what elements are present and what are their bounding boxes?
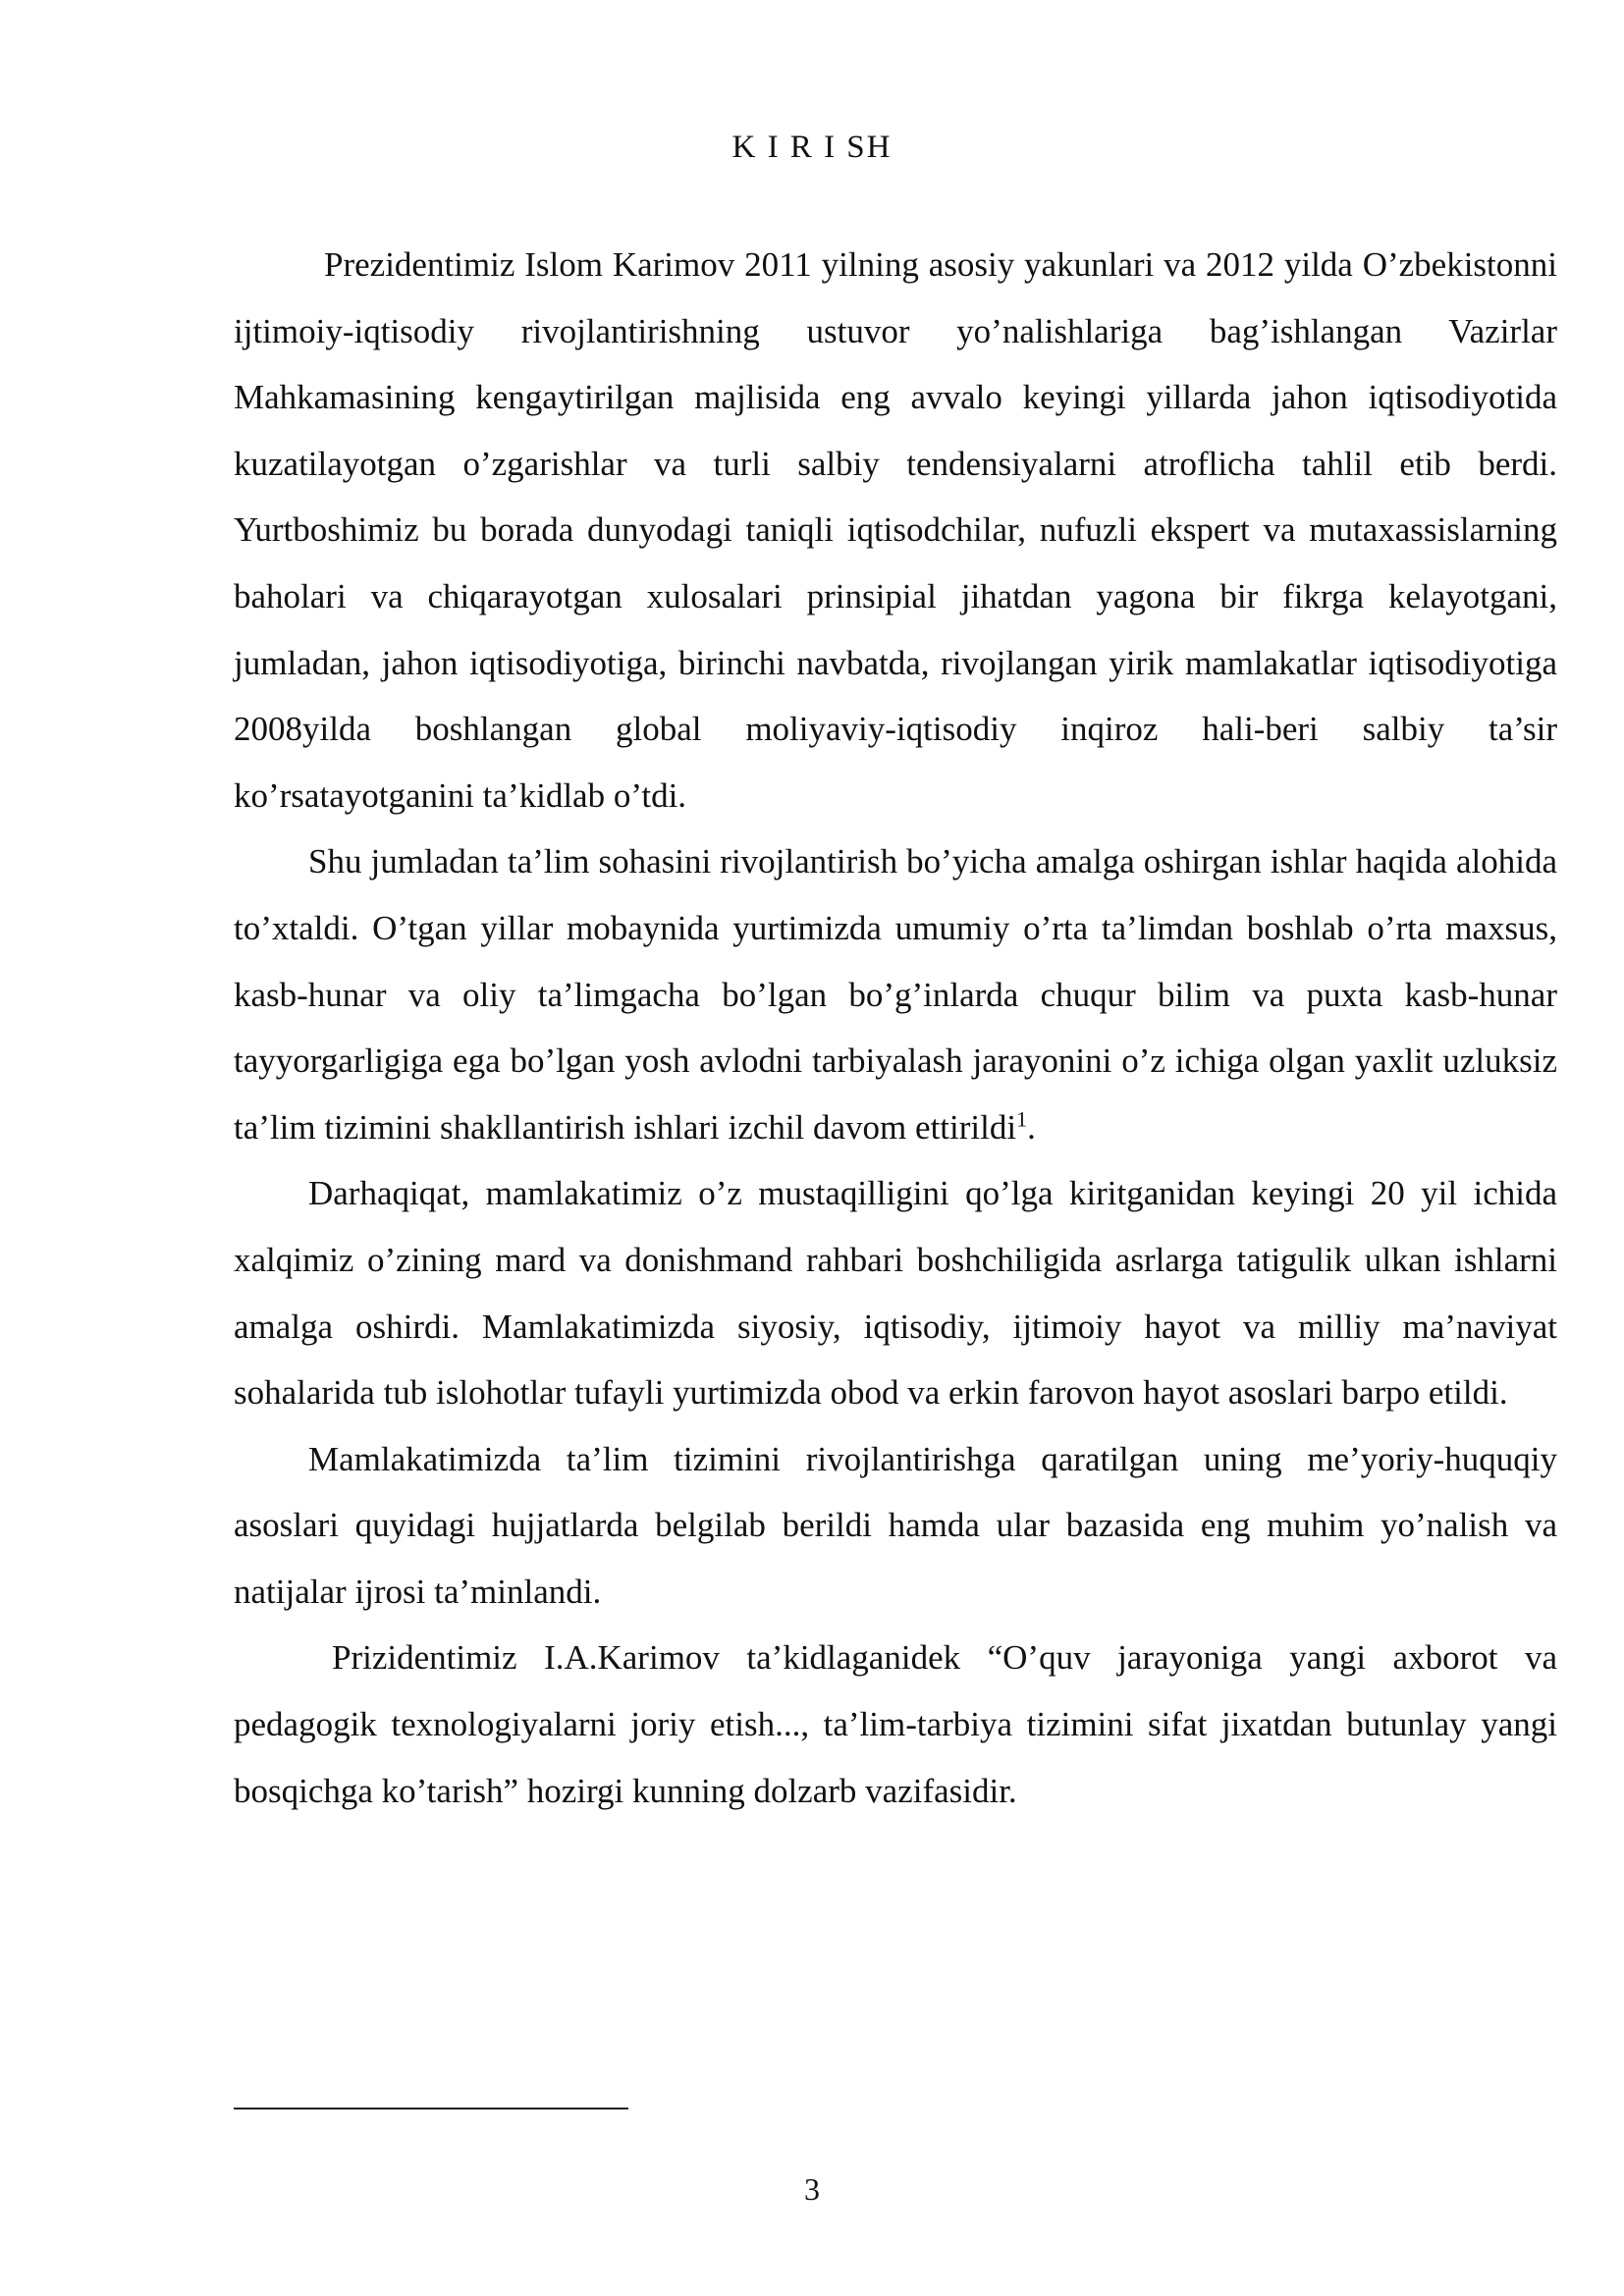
paragraph-2 (234, 828, 1557, 1160)
paragraph-1: Prezidentimiz Islom Karimov 2011 yilning asosiy yakunlari va 2012 yilda O’zbekistonni ijtimoiy-iqtisodiy rivojlantirishning ustuvor yo’nalishlariga bag’ishlangan Vazirlar Mahkamasining kengaytirilgan majlisida eng avvalo keyingi yillarda jahon iqtisodiyotida kuzatilayotgan o’zgarishlar va turli salbiy tendensiyalarni atroflicha tahlil etib berdi. Yurtboshimiz bu borada dunyodagi taniqli iqtisodchilar, nufuzli ekspert va mutaxassislarning baholari va chiqarayotgan xulosalari prinsipial jihatdan yagona bir fikrga kelayotgani, jumladan, jahon iqtisodiyotiga, birinchi navbatda, rivojlangan yirik mamlakatlar iqtisodiyotiga 2008yilda boshlangan global moliyaviy-iqtisodiy inqiroz hali-beri salbiy ta’sir ko’rsatayotganini ta’kidlab o’tdi. (234, 245, 1557, 815)
page-number: 3 (804, 2171, 820, 2207)
paragraph-2-period: . (1027, 1107, 1036, 1147)
paragraph-2-text: Shu jumladan ta’lim sohasini rivojlantirish bo’yicha amalga oshirgan ishlar haqida alohida to’xtaldi. O’tgan yillar mobaynida yurtimizda umumiy o’rta ta’limdan boshlab o’rta maxsus, kasb-hunar va oliy ta’limgacha bo’lgan bo’g’inlarda chuqur bilim va puxta kasb-hunar tayyorgarligiga ega bo’lgan yosh avlodni tarbiyalash jarayonini o’z ichiga olgan yaxlit uzluksiz ta’lim tizimini shakllantirish ishlari izchil davom ettirildi (234, 842, 1557, 1147)
paragraph-4: Mamlakatimizda ta’lim tizimini rivojlantirishga qaratilgan uning me’yoriy-huquqiy asoslari quyidagi hujjatlarda belgilab berildi hamda ular bazasida eng muhim yo’nalish va natijalar ijrosi ta’minlandi. (234, 1439, 1557, 1611)
footnote-separator (234, 2108, 628, 2109)
body-text (234, 232, 1557, 1824)
paragraph-5: Prizidentimiz I.A.Karimov ta’kidlaganidek “O’quv jarayoniga yangi axborot va pedagogik texnologiyalarni joriy etish..., ta’lim-tarbiya tizimini sifat jixatdan butunlay yangi bosqichga ko’tarish” hozirgi kunning dolzarb vazifasidir. (234, 1638, 1557, 1810)
paragraph-3: Darhaqiqat, mamlakatimiz o’z mustaqilligini qo’lga kiritganidan keyingi 20 yil ichida xalqimiz o’zining mard va donishmand rahbari boshchiligida asrlarga tatigulik ulkan ishlarni amalga oshirdi. Mamlakatimizda siyosiy, iqtisodiy, ijtimoiy hayot va milliy ma’naviyat sohalarida tub islohotlar tufayli yurtimizda obod va erkin farovon hayot asoslari barpo etildi. (234, 1174, 1557, 1413)
footnote-reference[interactable]: 1 (1016, 1106, 1028, 1132)
section-title: K I R I SH (731, 130, 893, 165)
